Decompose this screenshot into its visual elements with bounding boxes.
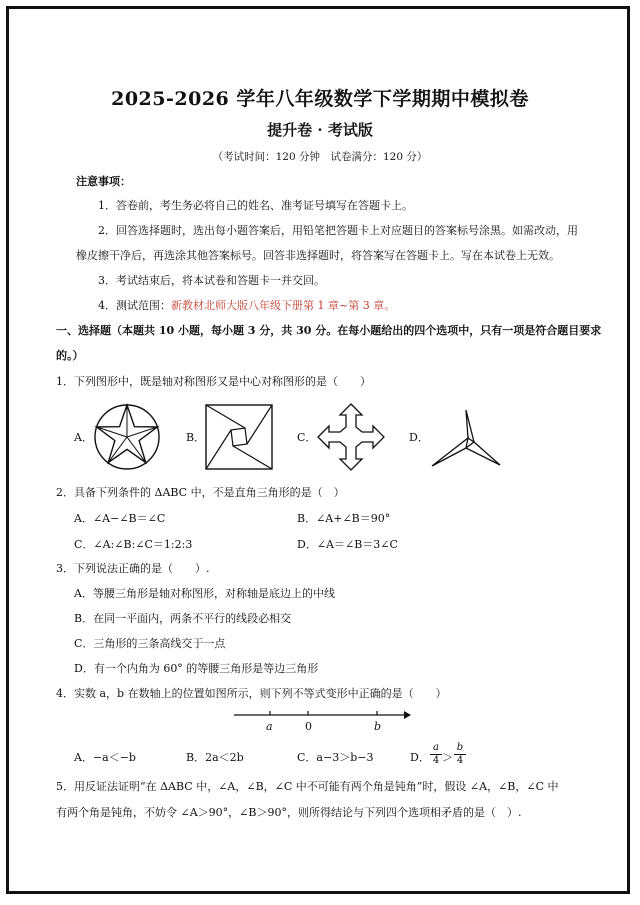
exam-title: 2025-2026 学年八年级数学下学期期中模拟卷 — [111, 88, 529, 110]
q1-stem: 1．下列图形中，既是轴对称图形又是中心对称图形的是（ ） — [56, 375, 371, 388]
q4-option-b: B．2a＜2b — [186, 751, 244, 764]
q4-option-d-fraction-right — [454, 742, 466, 767]
section1-heading-line2: 的。） — [56, 349, 84, 362]
q2-stem: 2．具备下列条件的 ΔABC 中，不是直角三角形的是（ ） — [56, 486, 345, 499]
q2-option-c: C．∠A:∠B:∠C＝1:2:3 — [74, 538, 193, 551]
q1-option-d-label: D． — [409, 431, 429, 444]
q3-stem: 3．下列说法正确的是（ ）. — [56, 562, 210, 575]
note-item-1: 1．答卷前，考生务必将自己的姓名、准考证号填写在答题卡上。 — [98, 199, 413, 212]
q4-number-line — [232, 708, 412, 722]
q2-option-d: D．∠A＝∠B＝3∠C — [297, 538, 398, 551]
exam-info: （考试时间：120 分钟 试卷满分：120 分） — [212, 151, 428, 163]
q4-option-d-operator: ＞ — [442, 751, 453, 764]
note-item-2-line2: 橡皮擦干净后，再选涂其他答案标号。回答非选择题时，将答案写在答题卡上。写在本试卷上无效。 — [76, 249, 560, 262]
exam-subtitle: 提升卷 · 考试版 — [267, 121, 373, 139]
q4-option-d-left-denominator: 4 — [430, 754, 442, 767]
q4-axis-label-a: a — [266, 720, 273, 733]
note-item-2-line1: 2．回答选择题时，选出每小题答案后，用铅笔把答题卡上对应题目的答案标号涂黑。如需改动，用 — [98, 224, 578, 237]
q1-option-b-label: B． — [186, 431, 206, 444]
q4-option-d-left-numerator: a — [433, 742, 439, 753]
q4-option-d-right-denominator: 4 — [454, 754, 466, 767]
q4-option-d-right-numerator: b — [456, 742, 464, 753]
note-item-4 — [98, 298, 395, 314]
q3-option-b: B．在同一平面内，两条不平行的线段必相交 — [74, 612, 292, 625]
q1-figure-b-square-pinwheel — [203, 402, 275, 472]
q1-figure-c-cross-arrows — [315, 401, 387, 473]
q1-option-a-label: A． — [74, 431, 93, 444]
q1-figure-a-star-in-circle — [92, 402, 162, 472]
q4-option-c: C．a−3＞b−3 — [297, 751, 374, 764]
section1-heading-line1: 一、选择题（本题共 10 小题，每小题 3 分，共 30 分。在每小题给出的四个选项中，只有一项是符合题目要求 — [56, 324, 602, 337]
q4-stem: 4．实数 a，b 在数轴上的位置如图所示，则下列不等式变形中正确的是（ ） — [56, 687, 447, 700]
note-item-3: 3．考试结束后，将本试卷和答题卡一并交回。 — [98, 274, 325, 287]
q4-axis-label-b: b — [374, 720, 382, 733]
q4-option-d-fraction-left — [430, 742, 442, 767]
q3-option-c: C．三角形的三条高线交于一点 — [74, 637, 226, 650]
q4-option-d-prefix: D． — [410, 751, 430, 764]
note-item-4-prefix: 4．测试范围： — [98, 299, 171, 312]
q1-option-c-label: C． — [297, 431, 317, 444]
q1-figure-d-three-blade — [428, 402, 504, 472]
test-range: 新教材北师大版八年级下册第 1 章~第 3 章。 — [171, 299, 396, 312]
q4-axis-label-zero: 0 — [305, 720, 312, 733]
q5-line1: 5．用反证法证明“在 ΔABC 中，∠A，∠B，∠C 中不可能有两个角是钝角”时，假设 ∠A，∠B，∠C 中 — [56, 780, 559, 793]
q3-option-a: A．等腰三角形是轴对称图形，对称轴是底边上的中线 — [74, 587, 335, 600]
q2-option-a: A．∠A−∠B＝∠C — [74, 512, 166, 525]
notes-heading: 注意事项： — [76, 175, 131, 188]
q5-line2: 有两个角是钝角，不妨令 ∠A＞90°，∠B＞90°，则所得结论与下列四个选项相矛盾的是（ ）. — [56, 806, 522, 819]
q4-option-a: A．−a＜−b — [74, 751, 136, 764]
q2-option-b: B．∠A+∠B＝90° — [297, 512, 391, 525]
q3-option-d: D．有一个内角为 60° 的等腰三角形是等边三角形 — [74, 662, 319, 675]
